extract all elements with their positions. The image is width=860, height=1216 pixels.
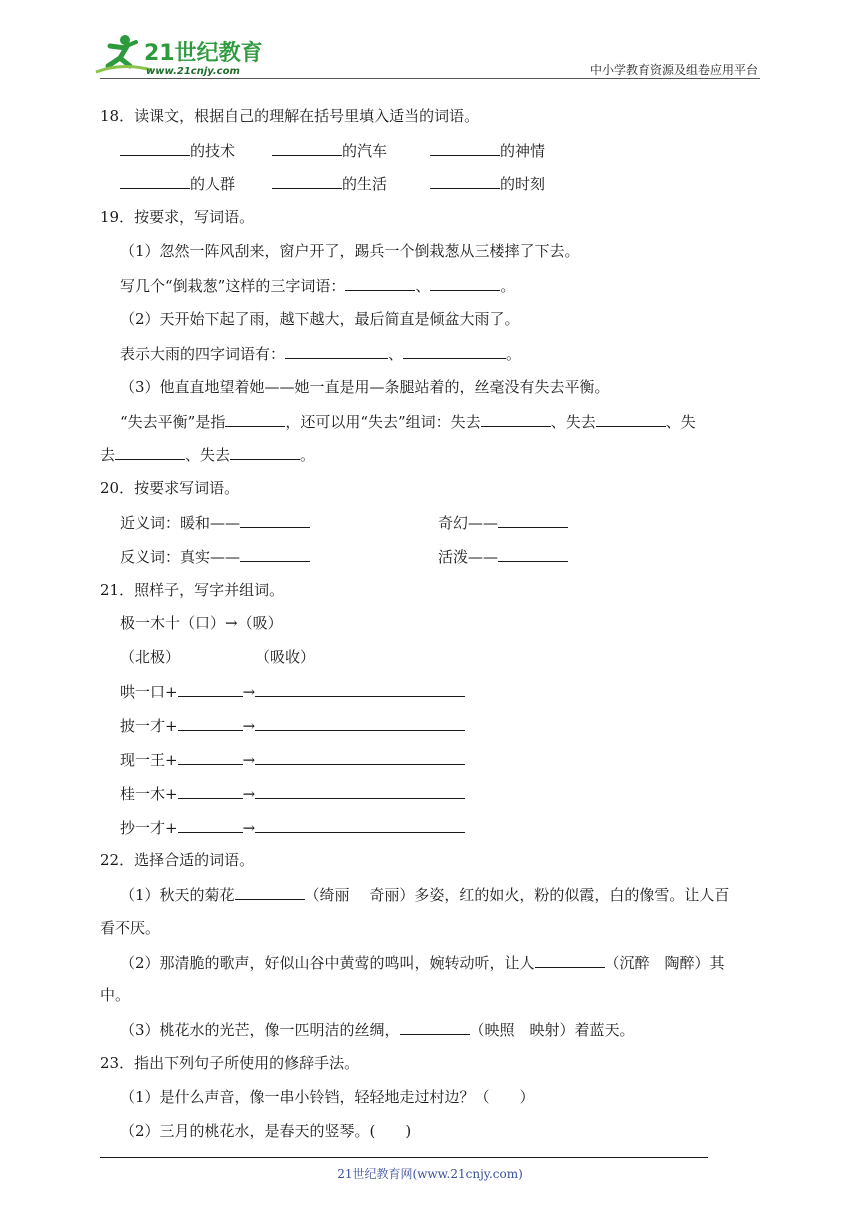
q20-synonym: 近义词：暖和——	[120, 512, 310, 533]
q21-title: 21．照样子，写字并组词。	[100, 581, 285, 599]
answer-blank[interactable]	[235, 884, 305, 900]
answer-blank[interactable]	[255, 681, 465, 697]
q19-p2-prompt: 表示大雨的四字词语有： 、 。	[120, 345, 522, 363]
answer-blank[interactable]	[535, 952, 605, 968]
answer-blank[interactable]	[430, 140, 500, 156]
q20-antonym-2: 活泼——	[438, 546, 568, 567]
q21-example-word-2: （吸收）	[255, 648, 316, 666]
answer-blank[interactable]	[178, 715, 243, 731]
q22-s2-cont: 中。	[100, 986, 131, 1004]
answer-blank[interactable]	[285, 343, 388, 359]
q18-title: 18．读课文，根据自己的理解在括号里填入适当的词语。	[100, 107, 480, 125]
answer-blank[interactable]	[255, 783, 465, 799]
q21-example: 极一木十（口）→（吸）	[120, 614, 283, 632]
q19-title: 19．按要求，写词语。	[100, 208, 255, 226]
answer-blank[interactable]	[178, 681, 243, 697]
answer-blank[interactable]	[430, 173, 500, 189]
q22-s2: （2）那清脆的歌声，好似山谷中黄莺的鸣叫，婉转动听，让人 （沉醉 陶醉）其	[120, 954, 725, 972]
answer-blank[interactable]	[430, 275, 500, 291]
q21-row: 桂一木+ →	[120, 783, 465, 804]
answer-blank[interactable]	[272, 173, 342, 189]
answer-blank[interactable]	[272, 140, 342, 156]
q18-row-1c: 的神情	[430, 140, 545, 161]
q23-s1: （1）是什么声音，像一串小铃铛，轻轻地走过村边？（ ）	[120, 1088, 535, 1106]
answer-blank[interactable]	[120, 173, 190, 189]
q23-s2: （2）三月的桃花水，是春天的竖琴。( )	[120, 1122, 412, 1140]
q19-p3-line1: “失去平衡”是指 ，还可以用“失去”组词：失去 、失去 、失	[120, 413, 696, 431]
answer-blank[interactable]	[115, 444, 185, 460]
q21-row: 披一才+ →	[120, 715, 465, 736]
q18-row-1b: 的汽车	[272, 140, 387, 161]
header-rule	[100, 78, 760, 79]
answer-blank[interactable]	[403, 343, 506, 359]
q22-title: 22．选择合适的词语。	[100, 851, 255, 869]
q19-p1: （1）忽然一阵风刮来，窗户开了，踢兵一个倒栽葱从三楼摔了下去。	[120, 242, 580, 260]
header-platform-text: 中小学教育资源及组卷应用平台	[589, 63, 758, 77]
answer-blank[interactable]	[230, 444, 300, 460]
q18-row-2: 的人群	[120, 173, 235, 194]
answer-blank[interactable]	[255, 749, 465, 765]
answer-blank[interactable]	[481, 411, 551, 427]
answer-blank[interactable]	[240, 546, 310, 562]
logo-text: 21世纪教育	[144, 41, 262, 66]
answer-blank[interactable]	[400, 1019, 470, 1035]
answer-blank[interactable]	[120, 140, 190, 156]
answer-blank[interactable]	[345, 275, 415, 291]
answer-blank[interactable]	[240, 512, 310, 528]
footer-text[interactable]: 21世纪教育网(www.21cnjy.com)	[337, 1167, 523, 1181]
answer-blank[interactable]	[498, 546, 568, 562]
answer-blank[interactable]	[498, 512, 568, 528]
answer-blank[interactable]	[178, 783, 243, 799]
q18-row-2c: 的时刻	[430, 173, 545, 194]
q21-row: 哄一口+ →	[120, 681, 465, 702]
q20-synonym-2: 奇幻——	[438, 512, 568, 533]
q20-title: 20．按要求写词语。	[100, 479, 240, 497]
logo-url: www.21cnjy.com	[146, 66, 240, 77]
answer-blank[interactable]	[225, 411, 285, 427]
q18-row-1: 的技术	[120, 140, 235, 161]
q21-row: 现一王+ →	[120, 749, 465, 770]
answer-blank[interactable]	[178, 749, 243, 765]
site-logo	[92, 32, 262, 78]
q23-title: 23．指出下列句子所使用的修辞手法。	[100, 1054, 360, 1072]
q22-s3: （3）桃花水的光芒，像一匹明洁的丝绸， （映照 映射）着蓝天。	[120, 1021, 635, 1039]
q22-s1: （1）秋天的菊花 （绮丽 奇丽）多姿，红的如火，粉的似霞，白的像雪。让人百	[120, 886, 730, 904]
q18-row-2b: 的生活	[272, 173, 387, 194]
footer-rule	[100, 1157, 708, 1158]
answer-blank[interactable]	[178, 817, 243, 833]
q21-example-word-1: （北极）	[120, 648, 181, 666]
q19-p2: （2）天开始下起了雨，越下越大，最后简直是倾盆大雨了。	[120, 310, 520, 328]
q21-row: 抄一才+ →	[120, 817, 465, 838]
q22-s1-cont: 看不厌。	[100, 919, 161, 937]
q19-p1-prompt: 写几个“倒栽葱”这样的三字词语： 、 。	[120, 277, 516, 295]
answer-blank[interactable]	[255, 715, 465, 731]
answer-blank[interactable]	[596, 411, 666, 427]
q19-p3-line2: 去 、失去 。	[100, 446, 316, 464]
q20-antonym: 反义词：真实——	[120, 546, 310, 567]
answer-blank[interactable]	[255, 817, 465, 833]
q19-p3: （3）他直直地望着她——她一直是用—条腿站着的，丝毫没有失去平衡。	[120, 378, 610, 396]
